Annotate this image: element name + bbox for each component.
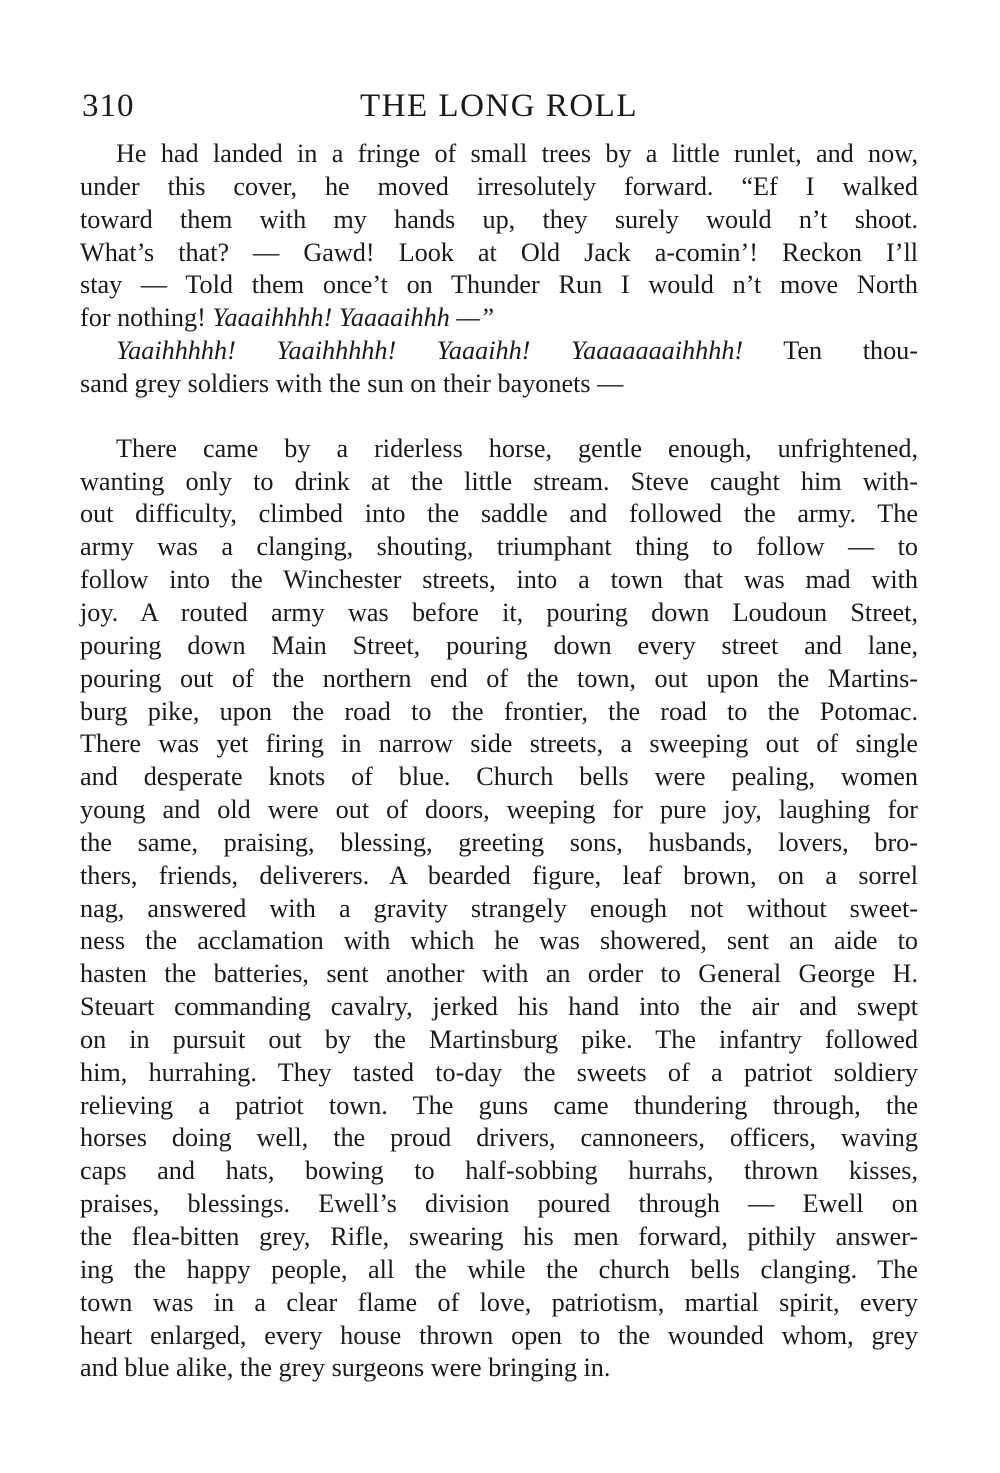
- text-line: ness the acclamation with which he was showered, sent an aide to: [80, 926, 918, 956]
- text-line: [80, 302, 918, 335]
- text-line: the flea-bitten grey, Rifle, swearing his men forward, pithily answer-: [80, 1222, 918, 1251]
- text-line: caps and hats, bowing to half-sobbing hurrahs, thrown kisses,: [80, 1156, 918, 1186]
- text-line: pouring out of the northern end of the town, out upon the Martins-: [80, 663, 918, 693]
- text-line: toward them with my hands up, they surely would n’t shoot.: [80, 204, 918, 234]
- running-title: THE LONG ROLL: [360, 88, 638, 124]
- text-line: and blue alike, the grey surgeons were bringing in.: [80, 1353, 611, 1383]
- text-line: and desperate knots of blue. Church bells were pealing, women: [80, 762, 918, 792]
- text-line: wanting only to drink at the little stream. Steve caught him with-: [80, 466, 918, 496]
- text-line: There was yet firing in narrow side streets, a sweeping out of single: [80, 729, 918, 759]
- text-fragment: Ten thou-: [743, 336, 918, 366]
- text-line: horses doing well, the proud drivers, cannoneers, officers, waving: [80, 1123, 918, 1153]
- text-line: relieving a patriot town. The guns came thundering through, the: [80, 1090, 918, 1120]
- text-line: him, hurrahing. They tasted to-day the sweets of a patriot soldiery: [80, 1057, 918, 1087]
- text-line: burg pike, upon the road to the frontier, the road to the Potomac.: [80, 696, 918, 726]
- text-line: under this cover, he moved irresolutely forward. “Ef I walked: [80, 171, 918, 201]
- running-head: [80, 78, 918, 138]
- text-line: out difficulty, climbed into the saddle and followed the army. The: [80, 499, 918, 529]
- text-line: thers, friends, deliverers. A bearded figure, leaf brown, on a sorrel: [80, 860, 918, 890]
- text-line: sand grey soldiers with the sun on their bayonets —: [80, 368, 624, 398]
- paragraph-3: [80, 433, 918, 1385]
- text-line: young and old were out of doors, weeping for pure joy, laughing for: [80, 795, 918, 825]
- text-line: There came by a riderless horse, gentle enough, unfrightened,: [116, 433, 918, 463]
- text-line: stay — Told them once’t on Thunder Run I would n’t move North: [80, 270, 918, 300]
- text-line: [80, 335, 918, 368]
- text-line: What’s that? — Gawd! Look at Old Jack a-comin’! Reckon I’ll: [80, 237, 918, 267]
- rebel-yell: Yaaihhhhh! Yaaihhhhh! Yaaaihh! Yaaaaaaaihhhh!: [116, 336, 744, 366]
- page-number: 310: [82, 88, 135, 124]
- text-line: heart enlarged, every house thrown open to the wounded whom, grey: [80, 1320, 918, 1350]
- text-line: army was a clanging, shouting, triumphant thing to follow — to: [80, 532, 918, 562]
- paragraph-1: [80, 138, 918, 335]
- text-line: He had landed in a fringe of small trees by a little runlet, and now,: [116, 139, 918, 168]
- text-line: the same, praising, blessing, greeting sons, husbands, lovers, bro-: [80, 827, 918, 857]
- text-line: nag, answered with a gravity strangely enough not without sweet-: [80, 893, 918, 923]
- text-line: hasten the batteries, sent another with an order to General George H.: [80, 959, 918, 989]
- text-line: Steuart commanding cavalry, jerked his hand into the air and swept: [80, 992, 918, 1022]
- text-line: joy. A routed army was before it, pouring down Loudoun Street,: [80, 597, 918, 627]
- text-line: on in pursuit out by the Martinsburg pike. The infantry followed: [80, 1024, 918, 1054]
- text-line: town was in a clear flame of love, patriotism, martial spirit, every: [80, 1287, 918, 1317]
- text-line: pouring down Main Street, pouring down every street and lane,: [80, 630, 918, 660]
- paragraph-2: [80, 335, 918, 401]
- text-line: follow into the Winchester streets, into a town that was mad with: [80, 565, 918, 595]
- text-line: ing the happy people, all the while the church bells clanging. The: [80, 1254, 918, 1284]
- text-line: praises, blessings. Ewell’s division poured through — Ewell on: [80, 1189, 918, 1219]
- dialect-cry: Yaaaihhhh! Yaaaaihhh —”: [212, 303, 495, 333]
- text-fragment: for nothing!: [80, 303, 213, 333]
- book-page: [80, 78, 918, 1385]
